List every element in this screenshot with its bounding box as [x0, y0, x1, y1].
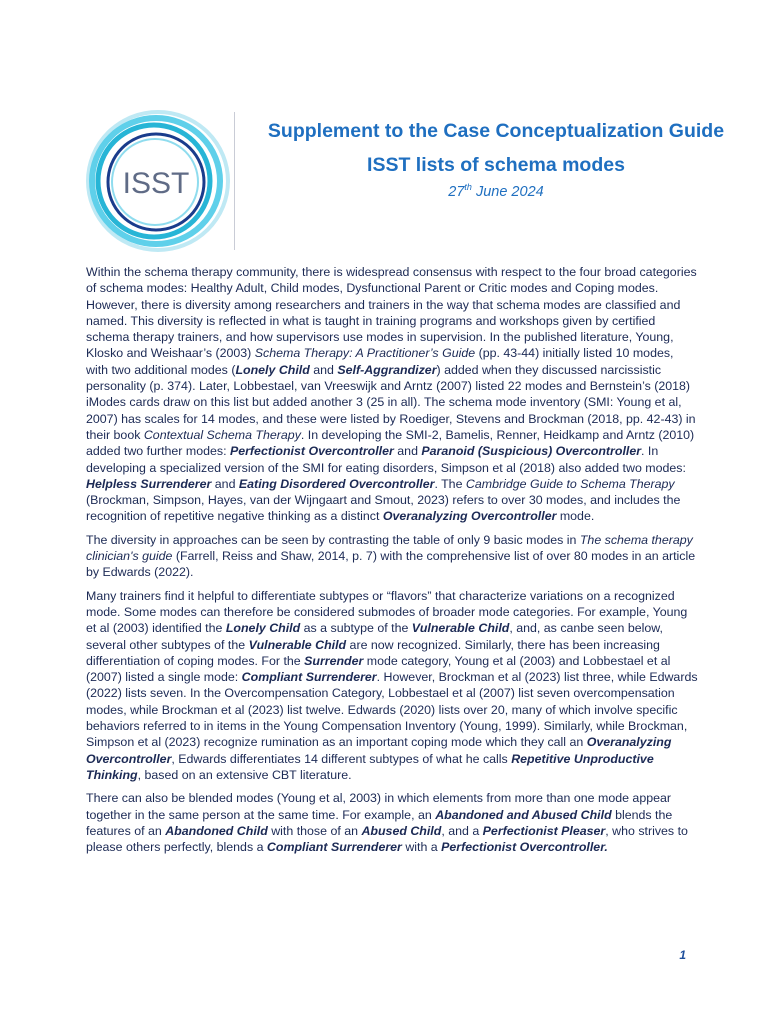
body-paragraph	[86, 264, 698, 525]
mode-name: Perfectionist Pleaser	[482, 823, 606, 838]
isst-logo-rings	[86, 110, 238, 252]
mode-name: Vulnerable Child	[248, 637, 347, 652]
italic-text: Schema Therapy: A Practitioner’s Guide	[254, 346, 476, 361]
text-run: mode.	[556, 509, 595, 524]
document-date	[250, 178, 742, 201]
text-run: mode category, Young et al (2003) and Lobbestael et al (2007) listed a single mode:	[86, 653, 671, 685]
text-run: . However, Brockman et al (2023) list three, while Edwards (2022) lists seven. In the Overcompensation Category, Lobbestael et al (2007) list seven overcompensation modes, while Brockman et al (2023) list twelve. Edwards (2020) lists over 20, many of which involve specific behaviors referred to in items in the Young Compensation Inventory (Young, 1999). Similarly, while Brockman, Simpson et al (2023) recognize rumination as an important coping mode which they call an	[86, 670, 698, 750]
text-run: There can also be blended modes (Young et al, 2003) in which elements from more than one mode appear together in the same person at the same time. For example, an	[86, 791, 672, 822]
logo-divider	[234, 112, 235, 250]
mode-name: Perfectionist Overcontroller	[229, 444, 394, 459]
text-run: . In developing a specialized version of the SMI for eating disorders, Simpson et al (2018) also added two modes:	[86, 444, 686, 475]
text-run: , and, as canbe seen below, several other subtypes of the	[86, 621, 663, 652]
mode-name: Overanalyzing Overcontroller	[86, 735, 672, 766]
italic-text: Cambridge Guide to Schema Therapy	[465, 476, 675, 491]
text-run: Many trainers find it helpful to differentiate subtypes or “flavors” that characterize variations on a recognized mode. Some modes can therefore be considered submodes of broader mode categories. For example, Young et al (2003) identified the	[86, 588, 688, 636]
date-day: 27	[448, 183, 465, 200]
document-header	[250, 118, 742, 201]
body-paragraph	[86, 588, 698, 784]
body-paragraph	[86, 790, 698, 855]
mode-name: Eating Disordered Overcontroller	[238, 476, 435, 491]
text-run: The diversity in approaches can be seen by contrasting the table of only 9 basic modes in	[86, 532, 580, 547]
logo-text: ISST	[122, 167, 190, 200]
document-title: Supplement to the Case Conceptualization Guide	[267, 120, 725, 142]
mode-name: Repetitive Unproductive Thinking	[86, 751, 654, 782]
mode-name: Perfectionist Overcontroller.	[441, 840, 608, 855]
text-run: (Brockman, Simpson, Hayes, van der Wijngaart and Smout, 2023) refers to over 30 modes, and includes the recognition of repetitive negative thinking as a distinct	[86, 493, 681, 524]
text-run: (Farrell, Reiss and Shaw, 2014, p. 7) with the comprehensive list of over 80 modes in an article by Edwards (2022).	[86, 549, 696, 580]
text-run: . The	[434, 476, 466, 491]
document-subtitle: ISST lists of schema modes	[367, 154, 625, 176]
text-run: (pp. 43-44) initially listed 10 modes, with two additional modes (	[86, 346, 674, 377]
text-run: , based on an extensive CBT literature.	[137, 767, 352, 782]
italic-text: The schema therapy clinician's guide	[86, 532, 693, 564]
document-body	[86, 264, 698, 862]
text-run: and	[393, 444, 422, 459]
text-run: , Edwards differentiates 14 different subtypes of what he calls	[171, 751, 512, 766]
date-suffix: th	[464, 182, 472, 192]
text-run: with a	[401, 840, 442, 855]
mode-name: Surrender	[304, 653, 364, 668]
mode-name: Lonely Child	[235, 362, 310, 377]
mode-name: Compliant Surrenderer	[241, 670, 377, 685]
text-run: ) added when they discussed narcissistic personality (p. 374). Later, Lobbestael, van Vreeswijk and Arntz (2007) listed 22 modes and Bernstein’s (2018) iModes cards draw on this list but added another 3 (25 in all). The schema mode inventory (SMI: Young et al, 2007) has scales for 14 modes, and these were listed by Roediger, Stevens and Brockman (2018, pp. 42-43) in their book	[86, 362, 696, 442]
page-number: 1	[679, 948, 686, 962]
text-run: . In developing the SMI-2, Bamelis, Renner, Heidkamp and Arntz (2010) added two further modes:	[86, 427, 695, 459]
text-run: with those of an	[267, 823, 362, 838]
mode-name: Self-Aggrandizer	[337, 362, 437, 377]
text-run: blends the features of an	[86, 807, 673, 838]
mode-name: Helpless Surrenderer	[86, 476, 212, 491]
mode-name: Abused Child	[361, 823, 442, 838]
text-run: , and a	[441, 823, 483, 838]
isst-logo	[86, 110, 238, 252]
text-run: , who strives to please others perfectly, blends a	[86, 823, 688, 855]
mode-name: Lonely Child	[225, 621, 301, 636]
mode-name: Overanalyzing Overcontroller	[382, 509, 557, 524]
italic-text: Contextual Schema Therapy	[143, 427, 301, 442]
text-run: as a subtype of the	[300, 621, 412, 636]
mode-name: Paranoid (Suspicious) Overcontroller	[421, 444, 642, 459]
body-paragraph	[86, 532, 698, 581]
text-run: are now recognized. Similarly, there has been increasing differentiation of coping modes. For the	[86, 637, 660, 668]
mode-name: Compliant Surrenderer	[266, 840, 402, 855]
text-run: and	[211, 476, 239, 491]
mode-name: Vulnerable Child	[411, 621, 510, 636]
text-run: Within the schema therapy community, there is widespread consensus with respect to the four broad categories of schema modes: Healthy Adult, Child modes, Dysfunctional Parent or Critic modes and Coping modes. However, there is diversity among researchers and trainers in the way that schema modes are classified and named. This diversity is reflected in what is taught in training programs and workshops given by certified schema therapy trainers, and how supervisors use modes in supervision. In the published literature, Young, Klosko and Weishaar’s (2003)	[86, 265, 697, 361]
mode-name: Abandoned Child	[165, 823, 268, 838]
mode-name: Abandoned and Abused Child	[435, 807, 612, 822]
date-rest: June 2024	[471, 183, 544, 200]
text-run: and	[309, 362, 338, 377]
